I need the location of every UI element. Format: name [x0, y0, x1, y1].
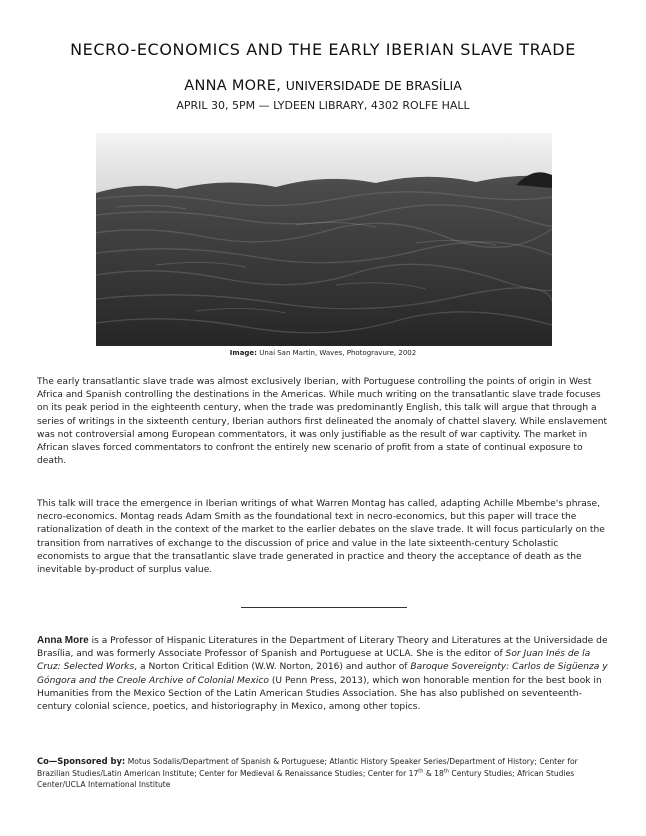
speaker-name: ANNA MORE, [184, 78, 282, 94]
bio-name: Anna More [37, 635, 89, 646]
bio-book-2: Baroque Sovereignty: Carlos de Sigüenza y Góngora and the Creole Archive of Colonial Mexico [37, 662, 608, 686]
image-caption [0, 349, 646, 357]
cosponsors [37, 756, 611, 791]
bio-text-3: (U Penn Press, 2013), which won honorable mention for the best book in Humanities from the Mexico Section of the Latin American Studies Association. She has also published on seventeenth-century colonial science, poetics, and historiography in Mexico, among other topics. [37, 675, 602, 713]
speaker-bio [37, 634, 611, 714]
abstract-paragraph-2: This talk will trace the emergence in Iberian writings of what Warren Montag has called, adapting Achille Mbembe's phrase, necro-economics. Montag reads Adam Smith as the foundational text in necro-economics, but this paper will trace the rationalization of death in the context of the market to the earlier debates on the slave trade. It will focus particularly on the transition from narratives of exchange to the discussion of price and value in the late sixteenth-century Scholastic economists to argue that the transatlantic slave trade generated in practice and theory the acceptance of death as the inevitable by-product of surplus value. [37, 499, 605, 576]
cosponsors-sup-2: th [443, 767, 449, 774]
waves-photograph [96, 133, 552, 346]
event-details: APRIL 30, 5PM — LYDEEN LIBRARY, 4302 ROLFE HALL [176, 99, 470, 112]
cosponsors-text-2: & 18 [423, 768, 444, 778]
abstract-paragraph-1: The early transatlantic slave trade was almost exclusively Iberian, with Portuguese controlling the points of origin in West Africa and Spanish controlling the destinations in the Americas. While much writing on the transatlantic slave trade focuses on its peak period in the eighteenth century, when the trade was predominantly English, this talk will argue that through a series of writings in the sixteenth century, Iberian authors first delineated the anomaly of chattel slavery. While enslavement was not controversial among European commentators, it was only justifiable as the result of war captivity. The market in African slaves forced commentators to confront the entirely new scenario of profit from a state of continual exposure to death. [37, 377, 608, 467]
caption-text: Unai San Martin, Waves, Photogravure, 2002 [259, 349, 417, 357]
cosponsors-text-1: Motus Sodalis/Department of Spanish & Portuguese; Atlantic History Speaker Series/Department of History; Center for Brazilian Studies/Latin American Institute; Center for Medieval & Renaissance Studies; Center for 17 [37, 757, 578, 778]
cosponsors-label: Co—Sponsored by: [37, 756, 126, 766]
bio-text-2: , a Norton Critical Edition (W.W. Norton, 2016) and author of [134, 662, 411, 673]
speaker-line [0, 78, 646, 94]
cosponsors-sup-1: th [418, 767, 424, 774]
event-title: NECRO-ECONOMICS AND THE EARLY IBERIAN SLAVE TRADE [70, 40, 576, 59]
caption-label: Image: [229, 349, 257, 357]
bio-text-1: is a Professor of Hispanic Literatures in the Department of Literary Theory and Literatures at the Universidade de Brasília, and was formerly Associate Professor of Spanish and Portuguese at UCLA. She is the editor of [37, 636, 608, 660]
cosponsors-text-3: Century Studies; African Studies Center/UCLA International Institute [37, 768, 575, 789]
section-divider [241, 607, 407, 608]
bio-book-1: Sor Juan Inés de la Cruz: Selected Works [37, 649, 591, 673]
speaker-institution: UNIVERSIDADE DE BRASÍLIA [285, 78, 462, 93]
